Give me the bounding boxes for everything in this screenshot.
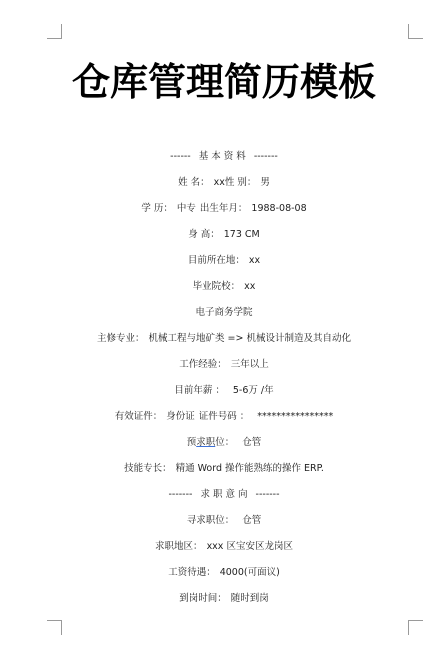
salary-value: 5-6万 /年: [232, 385, 274, 396]
location-label: 目前所在地：: [187, 255, 245, 266]
experience-label: 工作经验：: [179, 359, 227, 370]
name-value: xx: [213, 177, 225, 188]
section-label: 基 本 资 料: [198, 151, 246, 162]
gender-value: 男: [260, 177, 270, 188]
section-header-job-intent: [0, 488, 448, 502]
section-dashes-left: -------: [168, 489, 193, 500]
row-location: [0, 254, 448, 268]
id-number: ****************: [257, 411, 334, 422]
skills-value: 精通 Word 操作能熟练的操作 ERP.: [175, 463, 324, 474]
target-position-label: 寻求职位：: [186, 515, 235, 526]
target-area-label: 求职地区：: [155, 541, 203, 552]
id-type: 身份证: [166, 411, 195, 422]
position-label-b: 求职: [196, 437, 216, 448]
major-label: 主修专业：: [97, 333, 145, 344]
row-id: [0, 410, 448, 424]
row-salary-expect: [0, 566, 448, 580]
salary-label: 目前年薪 ：: [174, 385, 225, 396]
section-dashes-left: ------: [170, 151, 191, 162]
school-label: 毕业院校：: [192, 281, 241, 292]
name-label: 姓 名：: [178, 177, 210, 188]
id-label: 有效证件：: [114, 411, 163, 422]
location-value: xx: [248, 255, 261, 266]
row-major: [0, 332, 448, 346]
page-corner-top-right: [408, 24, 423, 39]
row-education-birth: [0, 202, 448, 216]
page-corner-bottom-left: [47, 620, 62, 635]
section-dashes-right: -------: [253, 151, 278, 162]
skills-label: 技能专长：: [124, 463, 172, 474]
row-salary: [0, 384, 448, 398]
id-number-label: 证件号码 ：: [198, 411, 250, 422]
row-experience: [0, 358, 448, 372]
start-time-value: 随时到岗: [230, 593, 269, 604]
document-title: 仓库管理简历模板: [71, 60, 376, 104]
section-label: 求 职 意 向: [200, 489, 248, 500]
department-value: 电子商务学院: [195, 307, 253, 318]
education-label: 学 历：: [141, 203, 173, 214]
height-label: 身 高：: [188, 229, 220, 240]
row-school: [0, 280, 448, 294]
position-label-c: 位：: [215, 437, 235, 448]
experience-value: 三年以上: [230, 359, 269, 370]
row-department: [0, 306, 448, 320]
salary-expect-value: 4000(可面议): [219, 567, 280, 578]
section-header-basic-info: [0, 150, 448, 164]
page-corner-top-left: [47, 24, 62, 39]
major-value: 机械工程与地矿类 => 机械设计制造及其自动化: [148, 333, 351, 344]
row-target-position: [0, 514, 448, 528]
row-height: [0, 228, 448, 242]
target-area-value: xxx 区宝安区龙岗区: [206, 541, 293, 552]
birth-label: 出生年月：: [199, 203, 248, 214]
row-skills: [0, 462, 448, 476]
start-time-label: 到岗时间：: [179, 593, 227, 604]
height-value: 173 CM: [223, 229, 260, 240]
page-corner-bottom-right: [408, 620, 423, 635]
row-position: [0, 436, 448, 450]
school-value: xx: [244, 281, 256, 292]
row-start-time: [0, 592, 448, 606]
birth-value: 1988-08-08: [251, 203, 307, 214]
salary-expect-label: 工资待遇：: [168, 567, 216, 578]
row-name-gender: [0, 176, 448, 190]
position-label-a: 预: [186, 437, 197, 448]
target-position-value: 仓管: [242, 515, 262, 526]
row-target-area: [0, 540, 448, 554]
gender-label: 性 别：: [224, 177, 257, 188]
position-value: 仓管: [242, 437, 262, 448]
section-dashes-right: -------: [255, 489, 280, 500]
education-value: 中专: [176, 203, 196, 214]
